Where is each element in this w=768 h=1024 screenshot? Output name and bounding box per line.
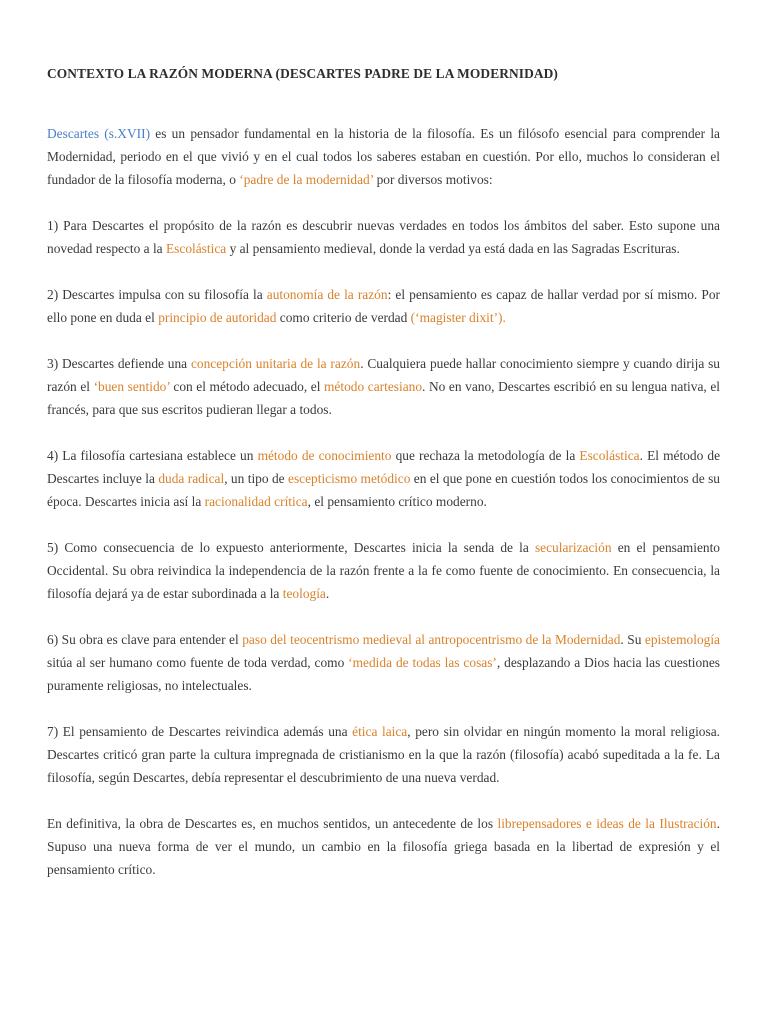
paragraph [47,812,720,881]
paragraph-text: . Cualquiera puede hallar conocimiento siempre y cuando dirija su razón el [47,356,720,394]
paragraph-text: es un pensador fundamental en la historia de la filosofía. Es un filósofo esencial para comprender la Modernidad, periodo en el que vivió y en el cual todos los saberes estaban en cuestión. Por ello, muchos lo consideran el fundador de la filosofía moderna, o [47,126,720,187]
highlighted-term: autonomía de la razón [266,287,388,302]
highlighted-term: ‘padre de la modernidad’ [239,172,374,187]
paragraph-text: . [325,586,330,601]
highlighted-term: método cartesiano [324,379,423,394]
paragraph [47,628,720,697]
paragraph-text: y al pensamiento medieval, donde la verdad ya está dada en las Sagradas Escrituras. [226,241,680,256]
paragraph [47,283,720,329]
highlighted-term: librepensadores e ideas de la Ilustración [497,816,717,831]
paragraph-text: 5) Como consecuencia de lo expuesto anteriormente, Descartes inicia la senda de la [47,540,535,555]
highlighted-term: escepticismo metódico [288,471,411,486]
highlighted-term: Escolástica [165,241,227,256]
paragraph-text: 3) Descartes defiende una [47,356,191,371]
highlighted-term: principio de autoridad [158,310,277,325]
paragraph-text: . El método de Descartes incluye la [47,448,721,486]
paragraph-text: . Su [620,632,645,647]
highlighted-author: Descartes (s.XVII) [47,126,151,141]
paragraph-text: 2) Descartes impulsa con su filosofía la [47,287,267,302]
paragraph-text: , un tipo de [224,471,288,486]
paragraph-text: en el que pone en cuestión todos los conocimientos de su época. Descartes inicia así la [47,471,721,509]
paragraph-text: que rechaza la metodología de la [391,448,580,463]
highlighted-term: ética laica [352,724,408,739]
page-title: CONTEXTO LA RAZÓN MODERNA (DESCARTES PADRE DE LA MODERNIDAD) [47,66,558,81]
highlighted-term: secularización [534,540,612,555]
paragraph-text: en el pensamiento Occidental. Su obra reivindica la independencia de la razón frente a la fe como fuente de conocimiento. En consecuencia, la filosofía dejará ya de estar subordinada a la [47,540,720,601]
paragraph [47,214,720,260]
paragraph-text: 4) La filosofía cartesiana establece un [47,448,258,463]
highlighted-term: ‘buen sentido’ [93,379,170,394]
paragraph [47,536,720,605]
paragraph-text: , el pensamiento crítico moderno. [307,494,487,509]
paragraph-text: , desplazando a Dios hacia las cuestiones puramente religiosas, no intelectuales. [47,655,720,693]
highlighted-term: método de conocimiento [257,448,392,463]
paragraph-text: 6) Su obra es clave para entender el [47,632,243,647]
paragraph-text: En definitiva, la obra de Descartes es, en muchos sentidos, un antecedente de los [47,816,498,831]
highlighted-term: epistemología [644,632,720,647]
paragraph-text: : el pensamiento es capaz de hallar verdad por sí mismo. Por ello pone en duda el [47,287,720,325]
highlighted-term: ‘medida de todas las cosas’ [348,655,497,670]
highlighted-term: Escolástica [579,448,640,463]
highlighted-term: paso del teocentrismo medieval al antropocentrismo de la Modernidad [242,632,621,647]
paragraph-text: . Supuso una nueva forma de ver el mundo, un cambio en la filosofía griega basada en la libertad de expresión y el pensamiento crítico. [47,816,720,877]
highlighted-term: duda radical [158,471,225,486]
paragraph-text: 7) El pensamiento de Descartes reivindica además una [47,724,353,739]
paragraph-list [47,122,720,881]
highlighted-term: teología [282,586,326,601]
paragraph [47,352,720,421]
paragraph-text: con el método adecuado, el [169,379,325,394]
paragraph [47,720,720,789]
paragraph-text: por diversos motivos: [373,172,493,187]
highlighted-term: (‘magister dixit’). [410,310,506,325]
highlighted-term: concepción unitaria de la razón [190,356,361,371]
paragraph-text: 1) Para Descartes el propósito de la razón es descubrir nuevas verdades en todos los ámbitos del saber. Esto supone una novedad respecto a la [47,218,720,256]
highlighted-term: racionalidad crítica [204,494,308,509]
paragraph-text: . No en vano, Descartes escribió en su lengua nativa, el francés, para que sus escritos pudieran llegar a todos. [47,379,720,417]
paragraph [47,122,720,191]
paragraph-text: como criterio de verdad [276,310,411,325]
paragraph [47,444,720,513]
paragraph-text: , pero sin olvidar en ningún momento la moral religiosa. Descartes criticó gran parte la cultura impregnada de cristianismo en la que la razón (filosofía) acabó supeditada a la fe. La filosofía, según Descartes, debía representar el descubrimiento de una nueva verdad. [47,724,720,785]
paragraph-text: sitúa al ser humano como fuente de toda verdad, como [47,655,349,670]
